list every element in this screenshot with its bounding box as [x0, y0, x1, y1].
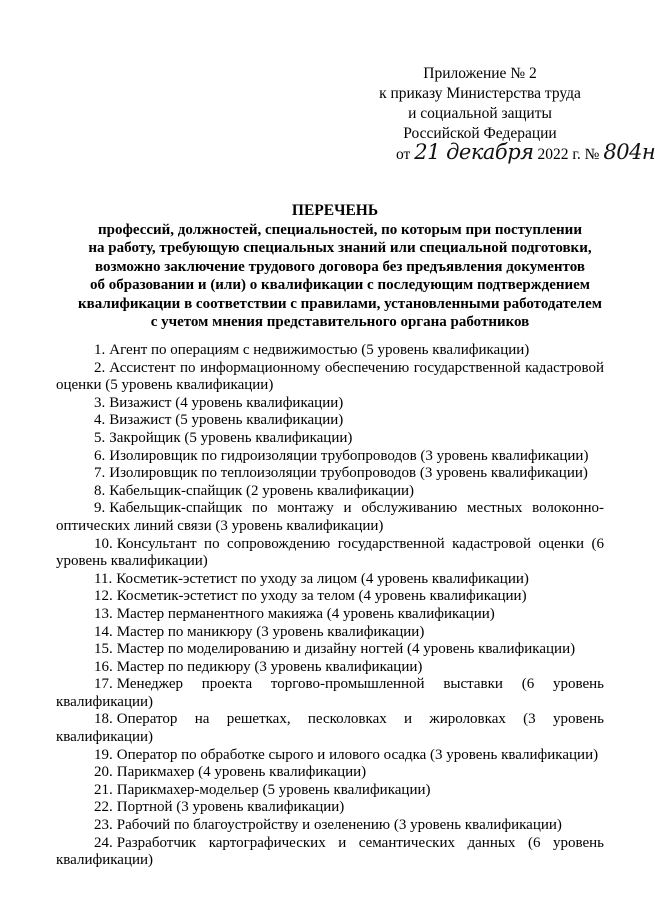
list-item — [56, 465, 604, 483]
item-text: Закройщик (5 уровень квалификации) — [109, 429, 353, 446]
list-item — [56, 342, 604, 360]
item-text: Косметик-эстетист по уходу за телом (4 уровень квалификации) — [116, 588, 527, 605]
list-item — [56, 395, 604, 413]
list-item — [56, 711, 604, 746]
appendix-line: к приказу Министерства труда — [379, 85, 581, 102]
item-text: Изолировщик по гидроизоляции трубопроводов (3 уровень квалификации) — [109, 447, 589, 464]
list-item — [56, 360, 604, 395]
item-number: 2. — [94, 359, 106, 376]
item-text: Парикмахер (4 уровень квалификации) — [116, 764, 367, 781]
list-item — [56, 500, 604, 535]
item-text: Оператор на решетках, песколовках и жироловках (3 уровень квалификации) — [56, 711, 604, 746]
list-item — [56, 536, 604, 571]
appendix-line: и социальной защиты — [408, 105, 552, 122]
subtitle-line: с учетом мнения представительного органа работников — [150, 314, 530, 331]
item-number: 14. — [94, 623, 113, 640]
list-item — [56, 782, 604, 800]
item-text: Менеджер проекта торгово-промышленной выставки (6 уровень квалификации) — [56, 676, 604, 710]
item-text: Парикмахер-модельер (5 уровень квалификации) — [116, 781, 431, 798]
subtitle-line: возможно заключение трудового договора без предъявления документов — [95, 258, 585, 275]
profession-list — [56, 342, 604, 870]
item-number: 9. — [94, 500, 106, 517]
item-text: Мастер по маникюру (3 уровень квалификации) — [116, 623, 425, 640]
item-text: Рабочий по благоустройству и озеленению (3 уровень квалификации) — [116, 817, 562, 834]
item-number: 16. — [94, 658, 113, 675]
document-subtitle — [52, 221, 628, 331]
item-text: Ассистент по информационному обеспечению государственной кадастровой оценки (5 уровень квалификации) — [56, 359, 604, 394]
handwritten-date: 21 декабря — [414, 140, 534, 164]
appendix-header — [360, 64, 600, 144]
list-item — [56, 430, 604, 448]
item-text: Агент по операциям с недвижимостью (5 уровень квалификации) — [109, 342, 530, 358]
order-date-line — [396, 140, 655, 164]
list-item — [56, 764, 604, 782]
item-number: 8. — [94, 482, 106, 499]
list-item — [56, 817, 604, 835]
item-number: 3. — [94, 394, 106, 411]
list-item — [56, 448, 604, 466]
appendix-line: Приложение № 2 — [423, 65, 537, 82]
item-number: 24. — [94, 834, 113, 851]
list-item — [56, 412, 604, 430]
item-text: Косметик-эстетист по уходу за лицом (4 уровень квалификации) — [116, 570, 529, 587]
item-number: 17. — [94, 676, 113, 693]
item-number: 7. — [94, 465, 106, 482]
item-number: 1. — [94, 342, 106, 358]
item-text: Консультант по сопровождению государственной кадастровой оценки (6 уровень квалификации) — [56, 535, 604, 570]
item-text: Визажист (5 уровень квалификации) — [109, 412, 344, 429]
item-text: Визажист (4 уровень квалификации) — [109, 394, 344, 411]
list-item — [56, 659, 604, 677]
list-item — [56, 676, 604, 711]
date-year: 2022 г. № — [537, 146, 600, 163]
item-number: 12. — [94, 588, 113, 605]
list-item — [56, 483, 604, 501]
item-number: 18. — [94, 711, 113, 728]
item-number: 23. — [94, 817, 113, 834]
item-number: 5. — [94, 429, 106, 446]
item-number: 11. — [94, 570, 113, 587]
item-number: 20. — [94, 764, 113, 781]
list-item — [56, 606, 604, 624]
item-text: Кабельщик-спайщик по монтажу и обслуживанию местных волоконно-оптических линий связи (3 уровень квалификации) — [56, 500, 604, 534]
subtitle-line: квалификации в соответствии с правилами, установленными работодателем — [78, 295, 602, 312]
item-text: Кабельщик-спайщик (2 уровень квалификации) — [109, 482, 415, 499]
item-text: Разработчик картографических и семантических данных (6 уровень квалификации) — [56, 834, 604, 869]
item-number: 22. — [94, 799, 113, 816]
item-text: Портной (3 уровень квалификации) — [116, 799, 345, 816]
subtitle-line: об образовании и (или) о квалификации с последующим подтверждением — [89, 277, 591, 294]
list-item — [56, 641, 604, 659]
list-item — [56, 571, 604, 589]
item-text: Оператор по обработке сырого и илового осадка (3 уровень квалификации) — [116, 746, 599, 763]
item-text: Мастер перманентного макияжа (4 уровень квалификации) — [116, 605, 495, 622]
item-text: Мастер по педикюру (3 уровень квалификации) — [116, 658, 423, 675]
subtitle-line: профессий, должностей, специальностей, по которым при поступлении — [98, 222, 582, 238]
list-item — [56, 624, 604, 642]
list-item — [56, 588, 604, 606]
subtitle-line: на работу, требующую специальных знаний или специальной подготовки, — [88, 240, 592, 257]
appendix-line: Российской Федерации — [403, 125, 557, 142]
item-number: 19. — [94, 746, 113, 763]
list-item — [56, 799, 604, 817]
item-text: Мастер по моделированию и дизайну ногтей (4 уровень квалификации) — [116, 641, 576, 658]
item-number: 10. — [94, 535, 113, 552]
item-number: 4. — [94, 412, 106, 429]
date-prefix: от — [396, 146, 411, 163]
handwritten-order-number: 804н — [603, 140, 655, 164]
item-number: 15. — [94, 641, 113, 658]
list-item — [56, 747, 604, 765]
document-title: ПЕРЕЧЕНЬ — [291, 202, 379, 219]
item-number: 6. — [94, 447, 106, 464]
item-text: Изолировщик по теплоизоляции трубопроводов (3 уровень квалификации) — [109, 465, 588, 482]
item-number: 13. — [94, 605, 113, 622]
item-number: 21. — [94, 781, 113, 798]
list-item — [56, 835, 604, 870]
